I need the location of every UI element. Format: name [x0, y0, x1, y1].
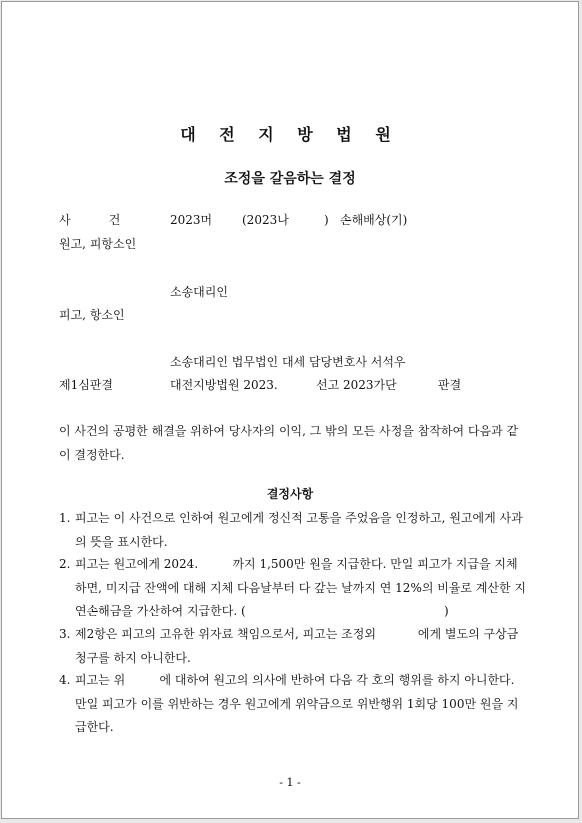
document-subtitle: 조정을 갈음하는 결정 — [224, 171, 356, 187]
defendant-label: 피고, 항소인 — [59, 308, 125, 322]
case-name: 손해배상(기) — [340, 213, 408, 227]
case-appeal-close: ) — [324, 213, 329, 227]
plaintiff-counsel-label: 소송대리인 — [170, 285, 228, 299]
plaintiff-label: 원고, 피항소인 — [59, 237, 137, 251]
decision-item-number: 1. — [59, 511, 71, 525]
decision-item-number: 2. — [59, 557, 71, 571]
case-number: 2023머 — [170, 213, 213, 227]
first-instance-judgment: 판결 — [438, 378, 462, 392]
first-instance-label: 제1심판결 — [59, 378, 114, 392]
decision-item-text: 제2항은 피고의 고유한 위자료 책임으로서, 피고는 조정외 에게 별도의 구상금 청구를 하지 아니한다. — [75, 627, 523, 665]
decision-item-text: 피고는 위 에 대하여 원고의 의사에 반하여 다음 각 호의 행위를 하지 아니한다. 만일 피고가 이를 위반하는 경우 원고에게 위약금으로 위반행위 1회당 100만 원을 지급한다. — [75, 673, 519, 734]
case-appeal-number: (2023나 — [242, 213, 289, 227]
case-label: 사 건 — [59, 213, 121, 227]
court-title: 대 전 지 방 법 원 — [180, 125, 400, 144]
decision-item-number: 3. — [59, 627, 71, 641]
page-number: - 1 - — [279, 776, 301, 789]
decision-item-text: 피고는 이 사건으로 인하여 원고에게 정신적 고통을 주었음을 인정하고, 원고에게 사과의 뜻을 표시한다. — [75, 511, 523, 549]
decision-item-number: 4. — [59, 673, 71, 687]
defendant-counsel: 소송대리인 법무법인 대세 담당변호사 서석우 — [170, 355, 406, 369]
decision-item-1 — [59, 507, 527, 554]
decision-item-3 — [59, 623, 527, 670]
decision-section-title: 결정사항 — [266, 487, 314, 501]
first-instance-court: 대전지방법원 2023. — [170, 378, 278, 392]
intro-paragraph: 이 사건의 공평한 해결을 위하여 당사자의 이익, 그 밖의 모든 사정을 참작하여 다음과 같이 결정한다. — [59, 424, 519, 462]
decision-item-text: 피고는 원고에게 2024. 까지 1,500만 원을 지급한다. 만일 피고가 지급을 지체하면, 미지급 잔액에 대해 지체 다음날부터 다 갚는 날까지 연 12%의 비율로 계산한 지연손해금을 가산하여 지급한다. ( ) — [75, 557, 527, 618]
first-instance-pronounce: 선고 2023가단 — [316, 378, 397, 392]
decision-item-4 — [59, 669, 527, 740]
decision-item-2 — [59, 553, 527, 624]
document-page — [1, 1, 579, 819]
